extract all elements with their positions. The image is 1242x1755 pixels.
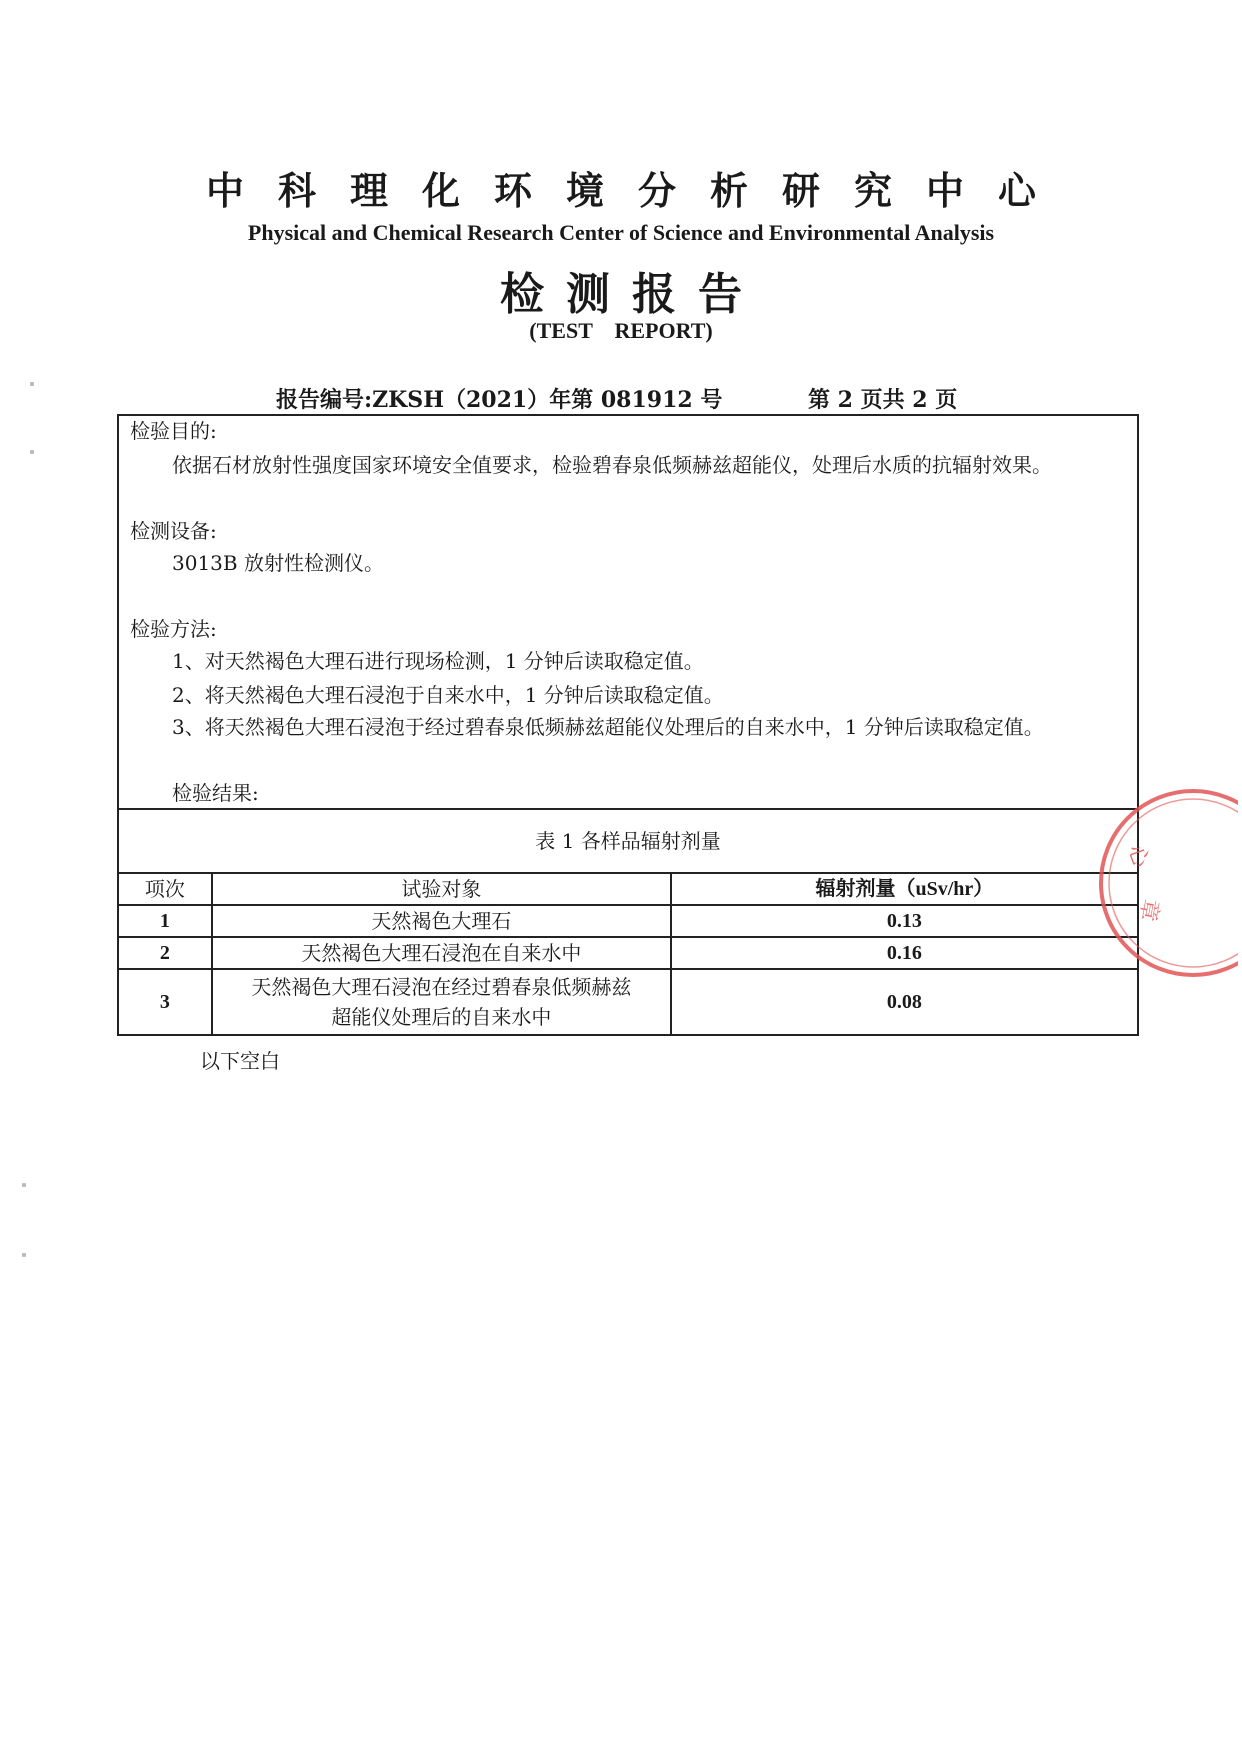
dose-table — [117, 808, 1139, 1036]
table-row — [118, 905, 1138, 937]
row-object-line-1: 天然褐色大理石浸泡在经过碧春泉低频赫兹 — [251, 975, 632, 999]
scan-speck — [30, 382, 34, 386]
row-object-line-2: 超能仪处理后的自来水中 — [331, 1005, 552, 1029]
equipment-label: 检测设备: — [130, 519, 217, 543]
report-number: 报告编号:ZKSH（2021）年第 081912 号 — [276, 387, 723, 413]
method-item-2: 2、将天然褐色大理石浸泡于自来水中，1 分钟后读取稳定值。 — [172, 683, 724, 707]
organization-name-cn: 中科理化环境分析研究中心 — [205, 168, 1070, 213]
result-label: 检验结果: — [172, 781, 259, 805]
row-no: 3 — [118, 969, 212, 1035]
row-object — [212, 969, 671, 1035]
organization-name-en: Physical and Chemical Research Center of Science and Environmental Analysis — [247, 220, 995, 245]
equipment-text: 3013B 放射性检测仪。 — [172, 551, 384, 575]
table-caption-row — [118, 809, 1138, 873]
table-caption: 表 1 各样品辐射剂量 — [118, 809, 1138, 873]
row-dose: 0.16 — [671, 937, 1138, 969]
row-no: 1 — [118, 905, 212, 937]
blank-below-note: 以下空白 — [200, 1049, 280, 1073]
method-label: 检验方法: — [130, 617, 217, 641]
row-dose: 0.13 — [671, 905, 1138, 937]
purpose-label: 检验目的: — [130, 419, 217, 443]
row-object: 天然褐色大理石 — [212, 905, 671, 937]
report-title-cn: 检测报告 — [500, 269, 764, 320]
table-row — [118, 969, 1138, 1035]
header-item-no: 项次 — [118, 873, 212, 905]
scan-speck — [30, 450, 34, 454]
header-dose: 辐射剂量（uSv/hr） — [671, 873, 1138, 905]
official-seal-stamp — [1088, 788, 1238, 978]
table-header-row — [118, 873, 1138, 905]
method-item-3: 3、将天然褐色大理石浸泡于经过碧春泉低频赫兹超能仪处理后的自来水中，1 分钟后读取稳定值。 — [172, 715, 1044, 739]
row-no: 2 — [118, 937, 212, 969]
svg-text:心: 心 — [1122, 841, 1154, 871]
page-number: 第 2 页共 2 页 — [808, 387, 958, 413]
row-object: 天然褐色大理石浸泡在自来水中 — [212, 937, 671, 969]
header-test-object: 试验对象 — [212, 873, 671, 905]
scan-speck — [22, 1253, 26, 1257]
method-item-1: 1、对天然褐色大理石进行现场检测，1 分钟后读取稳定值。 — [172, 649, 704, 673]
row-dose: 0.08 — [671, 969, 1138, 1035]
svg-text:章: 章 — [1134, 896, 1163, 923]
report-title-en: (TEST REPORT) — [529, 318, 713, 343]
table-row — [118, 937, 1138, 969]
scan-speck — [22, 1183, 26, 1187]
purpose-text: 依据石材放射性强度国家环境安全值要求，检验碧春泉低频赫兹超能仪，处理后水质的抗辐射效果。 — [172, 453, 1052, 477]
